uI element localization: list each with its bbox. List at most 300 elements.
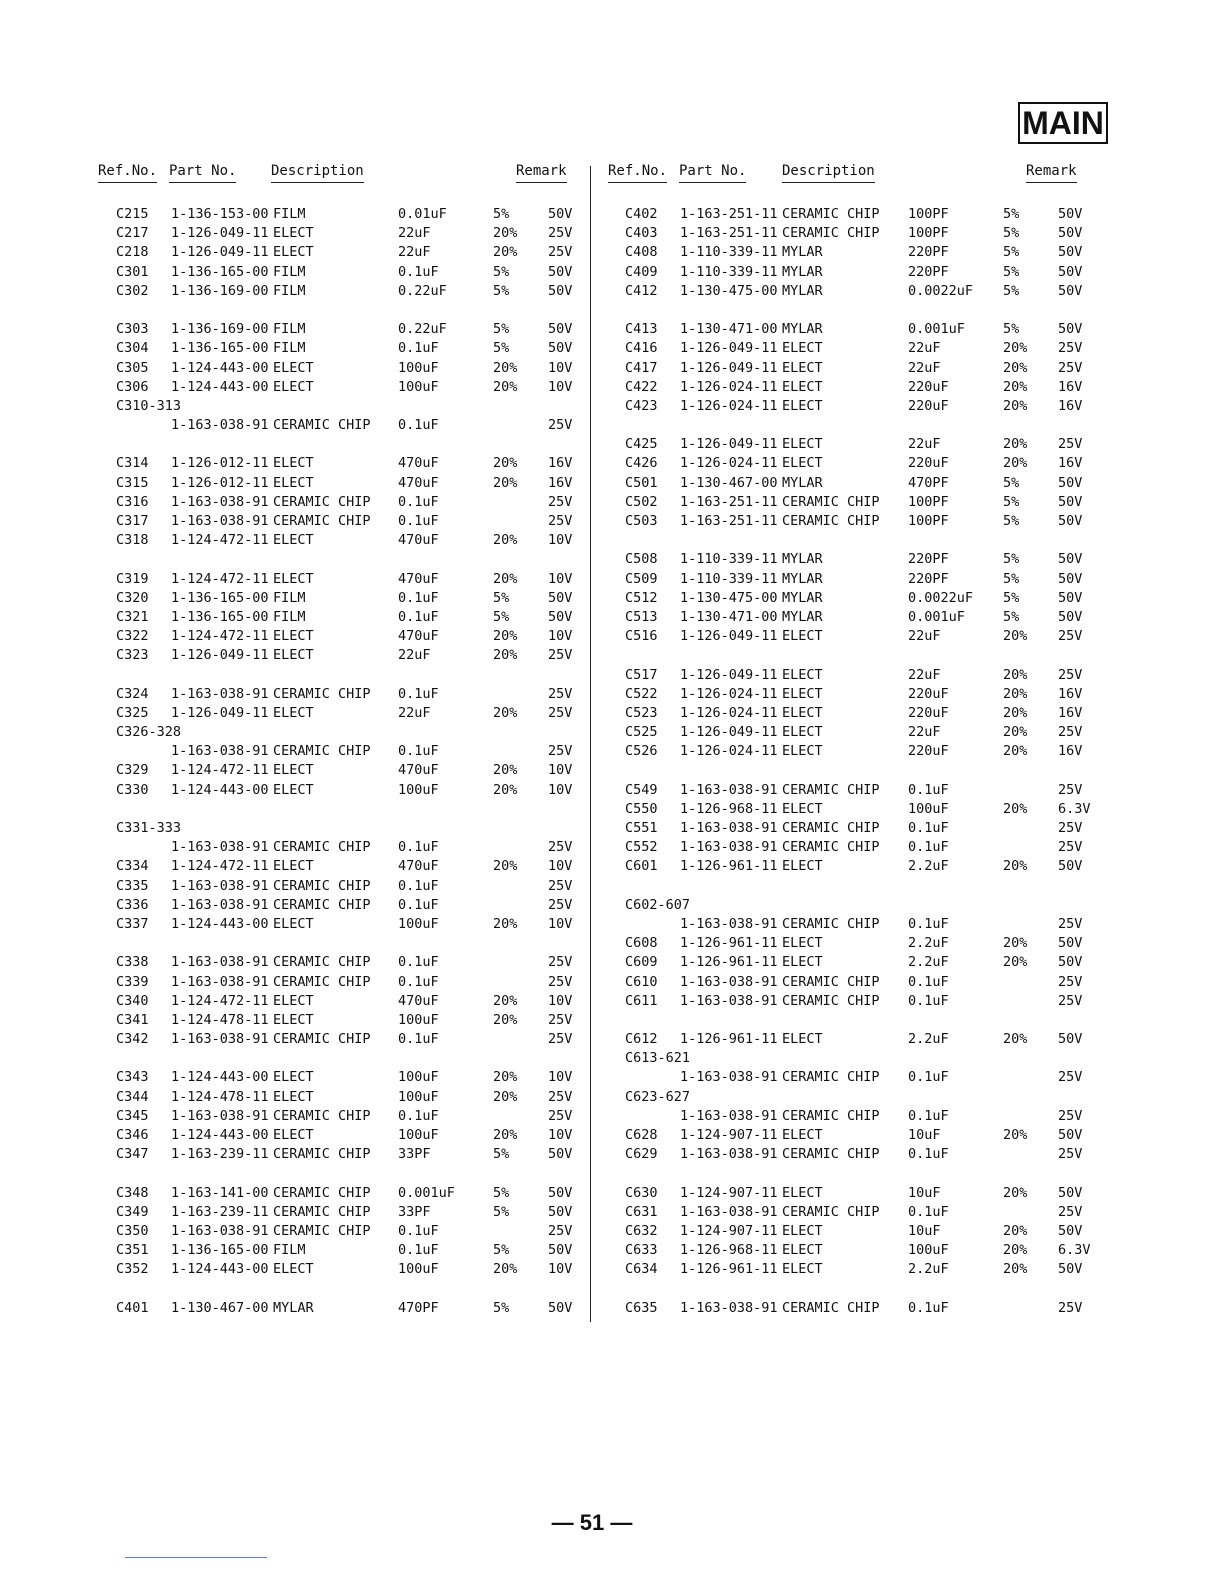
cell-value: 470uF: [398, 992, 439, 1009]
table-row: [98, 378, 578, 397]
cell-description: ELECT: [782, 455, 823, 472]
cell-ref-no: C318: [116, 532, 149, 549]
cell-description: CERAMIC CHIP: [782, 839, 880, 856]
table-row: [98, 1203, 578, 1222]
table-row: [98, 857, 578, 876]
cell-ref-no: C323: [116, 647, 149, 664]
cell-description: FILM: [273, 263, 306, 280]
cell-ref-no: C321: [116, 608, 149, 625]
table-row: [98, 1260, 578, 1279]
cell-value: 100uF: [398, 1069, 439, 1086]
cell-value: 0.1uF: [398, 954, 439, 971]
cell-description: CERAMIC CHIP: [273, 839, 371, 856]
cell-description: ELECT: [782, 724, 823, 741]
table-row: [98, 243, 578, 262]
cell-voltage: 50V: [548, 608, 573, 625]
cell-part-no: 1-130-475-00: [680, 282, 778, 299]
cell-ref-no: C342: [116, 1031, 149, 1048]
cell-description: ELECT: [782, 704, 823, 721]
cell-ref-no: C301: [116, 263, 149, 280]
cell-description: ELECT: [782, 685, 823, 702]
header-remark: Remark: [1026, 163, 1077, 183]
cell-value: 0.0022uF: [908, 282, 974, 299]
cell-ref-no: C349: [116, 1203, 149, 1220]
cell-value: 2.2uF: [908, 1031, 949, 1048]
cell-part-no: 1-126-024-11: [680, 704, 778, 721]
cell-description: CERAMIC CHIP: [782, 206, 880, 222]
cell-value: 0.1uF: [908, 839, 949, 856]
cell-part-no: 1-163-038-91: [680, 1203, 778, 1220]
cell-voltage: 50V: [1058, 282, 1083, 299]
table-row: [98, 454, 578, 473]
cell-part-no: 1-110-339-11: [680, 570, 778, 587]
cell-voltage: 50V: [1058, 1031, 1083, 1048]
cell-ref-no: C509: [625, 570, 658, 587]
cell-part-no: 1-163-038-91: [171, 1031, 269, 1048]
table-row: [608, 397, 1098, 416]
table-row: [98, 953, 578, 972]
cell-part-no: 1-126-961-11: [680, 858, 778, 875]
table-row: [98, 1107, 578, 1126]
cell-ref-no: C602-607: [625, 896, 691, 913]
cell-value: 100uF: [398, 781, 439, 798]
cell-tolerance: 20%: [1003, 378, 1028, 395]
cell-description: MYLAR: [782, 282, 823, 299]
cell-voltage: 25V: [548, 704, 573, 721]
table-row: [98, 1126, 578, 1145]
cell-value: 100uF: [398, 915, 439, 932]
group-spacer: [98, 435, 578, 454]
table-row: [608, 339, 1098, 358]
cell-part-no: 1-163-239-11: [171, 1203, 269, 1220]
cell-value: 22uF: [908, 436, 941, 453]
cell-value: 220uF: [908, 743, 949, 760]
cell-tolerance: 5%: [493, 589, 510, 606]
cell-voltage: 16V: [1058, 455, 1083, 472]
table-row: [98, 819, 578, 838]
cell-value: 0.1uF: [908, 781, 949, 798]
cell-ref-no: C335: [116, 877, 149, 894]
cell-value: 0.1uF: [398, 973, 439, 990]
footer-rule: [125, 1557, 267, 1558]
cell-tolerance: 20%: [493, 781, 518, 798]
cell-voltage: 25V: [1058, 1069, 1083, 1086]
table-row: [98, 320, 578, 339]
cell-value: 220PF: [908, 570, 949, 587]
cell-part-no: 1-124-472-11: [171, 628, 269, 645]
cell-tolerance: 20%: [1003, 685, 1028, 702]
table-row: [98, 570, 578, 589]
cell-part-no: 1-124-472-11: [171, 570, 269, 587]
table-row: [98, 512, 578, 531]
table-row: [98, 493, 578, 512]
cell-description: CERAMIC CHIP: [782, 1146, 880, 1163]
cell-ref-no: C303: [116, 321, 149, 338]
header-part-no: Part No.: [169, 163, 236, 183]
cell-description: CERAMIC CHIP: [273, 973, 371, 990]
cell-description: CERAMIC CHIP: [273, 877, 371, 894]
cell-value: 220uF: [908, 455, 949, 472]
cell-ref-no: C525: [625, 724, 658, 741]
cell-part-no: 1-126-049-11: [680, 436, 778, 453]
cell-description: CERAMIC CHIP: [273, 896, 371, 913]
table-row: [608, 359, 1098, 378]
cell-value: 0.1uF: [398, 340, 439, 357]
cell-voltage: 16V: [1058, 397, 1083, 414]
cell-ref-no: C508: [625, 551, 658, 568]
cell-part-no: 1-163-038-91: [171, 1107, 269, 1124]
table-row: [98, 627, 578, 646]
cell-ref-no: C348: [116, 1184, 149, 1201]
cell-voltage: 50V: [548, 1184, 573, 1201]
cell-tolerance: 20%: [1003, 340, 1028, 357]
table-row: [98, 416, 578, 435]
table-row: [608, 550, 1098, 569]
cell-value: 22uF: [398, 244, 431, 261]
cell-part-no: 1-124-443-00: [171, 915, 269, 932]
cell-part-no: 1-124-472-11: [171, 858, 269, 875]
cell-description: ELECT: [782, 1261, 823, 1278]
cell-tolerance: 20%: [1003, 954, 1028, 971]
cell-value: 0.1uF: [398, 417, 439, 434]
cell-ref-no: C549: [625, 781, 658, 798]
cell-part-no: 1-126-968-11: [680, 1242, 778, 1259]
cell-part-no: 1-124-907-11: [680, 1184, 778, 1201]
cell-description: FILM: [273, 340, 306, 357]
cell-tolerance: 5%: [493, 206, 510, 222]
cell-part-no: 1-163-038-91: [171, 877, 269, 894]
cell-ref-no: C613-621: [625, 1050, 691, 1067]
group-spacer: [98, 666, 578, 685]
cell-description: CERAMIC CHIP: [273, 954, 371, 971]
cell-value: 22uF: [908, 666, 941, 683]
cell-voltage: 10V: [548, 915, 573, 932]
cell-part-no: 1-126-961-11: [680, 935, 778, 952]
cell-value: 470PF: [908, 474, 949, 491]
table-row: [608, 263, 1098, 282]
cell-tolerance: 20%: [1003, 743, 1028, 760]
cell-description: FILM: [273, 1242, 306, 1259]
cell-description: CERAMIC CHIP: [782, 992, 880, 1009]
group-spacer: [608, 301, 1098, 320]
cell-tolerance: 20%: [493, 455, 518, 472]
table-row: [608, 570, 1098, 589]
cell-value: 220PF: [908, 551, 949, 568]
cell-description: CERAMIC CHIP: [782, 820, 880, 836]
cell-ref-no: C306: [116, 378, 149, 395]
cell-part-no: 1-136-165-00: [171, 608, 269, 625]
cell-part-no: 1-130-471-00: [680, 321, 778, 338]
table-row: [608, 1184, 1098, 1203]
cell-part-no: 1-124-472-11: [171, 992, 269, 1009]
cell-ref-no: C601: [625, 858, 658, 875]
cell-tolerance: 5%: [493, 282, 510, 299]
table-row: [608, 934, 1098, 953]
cell-tolerance: 20%: [493, 992, 518, 1009]
cell-ref-no: C330: [116, 781, 149, 798]
cell-part-no: 1-124-478-11: [171, 1011, 269, 1028]
cell-part-no: 1-163-038-91: [680, 820, 778, 836]
cell-tolerance: 5%: [1003, 551, 1020, 568]
cell-voltage: 50V: [548, 589, 573, 606]
cell-voltage: 50V: [548, 1299, 573, 1316]
table-row: [608, 1126, 1098, 1145]
cell-ref-no: C329: [116, 762, 149, 779]
cell-value: 100PF: [908, 513, 949, 529]
table-row: [98, 1299, 578, 1318]
cell-part-no: 1-163-038-91: [171, 973, 269, 990]
table-row: [608, 1299, 1098, 1318]
cell-voltage: 25V: [1058, 973, 1083, 990]
cell-voltage: 50V: [1058, 513, 1083, 529]
cell-description: ELECT: [273, 570, 314, 587]
table-row: [98, 992, 578, 1011]
cell-description: CERAMIC CHIP: [273, 685, 371, 702]
cell-description: MYLAR: [273, 1299, 314, 1316]
table-row: [608, 589, 1098, 608]
parts-list-left: [98, 205, 578, 1318]
cell-part-no: 1-163-038-91: [680, 1299, 778, 1316]
cell-part-no: 1-124-478-11: [171, 1088, 269, 1105]
cell-value: 0.1uF: [908, 1146, 949, 1163]
cell-part-no: 1-126-024-11: [680, 455, 778, 472]
cell-voltage: 50V: [1058, 551, 1083, 568]
column-header: [98, 163, 578, 191]
cell-voltage: 25V: [1058, 628, 1083, 645]
cell-part-no: 1-130-467-00: [680, 474, 778, 491]
table-row: [98, 646, 578, 665]
cell-part-no: 1-124-472-11: [171, 532, 269, 549]
cell-part-no: 1-126-012-11: [171, 474, 269, 491]
table-row: [608, 704, 1098, 723]
cell-ref-no: C347: [116, 1146, 149, 1163]
table-row: [98, 263, 578, 282]
cell-value: 0.1uF: [908, 1203, 949, 1220]
cell-value: 100PF: [908, 493, 949, 510]
table-row: [98, 589, 578, 608]
header-part-no: Part No.: [679, 163, 746, 183]
cell-description: ELECT: [273, 781, 314, 798]
table-row: [98, 339, 578, 358]
cell-voltage: 50V: [1058, 1184, 1083, 1201]
cell-part-no: 1-126-049-11: [680, 666, 778, 683]
cell-ref-no: C550: [625, 800, 658, 817]
cell-tolerance: 20%: [1003, 455, 1028, 472]
table-row: [608, 992, 1098, 1011]
cell-part-no: 1-163-038-91: [680, 839, 778, 856]
cell-part-no: 1-163-038-91: [171, 493, 269, 510]
cell-ref-no: C305: [116, 359, 149, 376]
cell-ref-no: C344: [116, 1088, 149, 1105]
cell-part-no: 1-136-165-00: [171, 1242, 269, 1259]
cell-part-no: 1-163-038-91: [171, 839, 269, 856]
cell-tolerance: 20%: [1003, 1261, 1028, 1278]
table-row: [98, 973, 578, 992]
table-row: [608, 282, 1098, 301]
table-row: [98, 474, 578, 493]
cell-voltage: 10V: [548, 378, 573, 395]
table-row: [608, 454, 1098, 473]
cell-voltage: 25V: [1058, 1146, 1083, 1163]
cell-value: 22uF: [398, 704, 431, 721]
cell-value: 470uF: [398, 570, 439, 587]
cell-ref-no: C611: [625, 992, 658, 1009]
table-row: [98, 915, 578, 934]
cell-ref-no: C412: [625, 282, 658, 299]
cell-tolerance: 20%: [1003, 1184, 1028, 1201]
cell-part-no: 1-126-968-11: [680, 800, 778, 817]
cell-ref-no: C319: [116, 570, 149, 587]
cell-value: 0.1uF: [398, 1242, 439, 1259]
cell-ref-no: C322: [116, 628, 149, 645]
cell-part-no: 1-124-443-00: [171, 359, 269, 376]
cell-voltage: 25V: [548, 513, 573, 529]
cell-part-no: 1-124-443-00: [171, 781, 269, 798]
cell-description: ELECT: [273, 992, 314, 1009]
cell-description: CERAMIC CHIP: [273, 493, 371, 510]
cell-tolerance: 20%: [1003, 436, 1028, 453]
cell-description: MYLAR: [782, 570, 823, 587]
cell-value: 0.1uF: [908, 1299, 949, 1316]
cell-voltage: 25V: [548, 973, 573, 990]
cell-ref-no: C346: [116, 1127, 149, 1143]
cell-description: CERAMIC CHIP: [782, 1069, 880, 1086]
cell-description: FILM: [273, 321, 306, 338]
cell-ref-no: C609: [625, 954, 658, 971]
cell-value: 2.2uF: [908, 858, 949, 875]
cell-value: 0.1uF: [398, 877, 439, 894]
cell-tolerance: 20%: [493, 474, 518, 491]
cell-part-no: 1-163-038-91: [171, 954, 269, 971]
cell-description: ELECT: [273, 762, 314, 779]
cell-tolerance: 20%: [493, 1127, 518, 1143]
cell-tolerance: 5%: [493, 1242, 510, 1259]
table-row: [608, 224, 1098, 243]
cell-ref-no: C338: [116, 954, 149, 971]
cell-voltage: 50V: [548, 1146, 573, 1163]
cell-description: ELECT: [782, 340, 823, 357]
column-divider: [590, 166, 591, 1322]
cell-ref-no: C409: [625, 263, 658, 280]
cell-description: ELECT: [273, 1069, 314, 1086]
group-spacer: [608, 1011, 1098, 1030]
cell-voltage: 50V: [1058, 321, 1083, 338]
cell-ref-no: C340: [116, 992, 149, 1009]
cell-tolerance: 20%: [1003, 800, 1028, 817]
cell-ref-no: C403: [625, 225, 658, 242]
cell-part-no: 1-124-472-11: [171, 762, 269, 779]
table-row: [608, 685, 1098, 704]
cell-value: 22uF: [398, 647, 431, 664]
cell-tolerance: 5%: [493, 608, 510, 625]
cell-ref-no: C336: [116, 896, 149, 913]
cell-description: ELECT: [273, 378, 314, 395]
cell-tolerance: 20%: [493, 1261, 518, 1278]
cell-part-no: 1-163-038-91: [680, 915, 778, 932]
cell-part-no: 1-126-049-11: [171, 225, 269, 242]
cell-part-no: 1-124-443-00: [171, 1069, 269, 1086]
cell-voltage: 16V: [1058, 685, 1083, 702]
cell-tolerance: 20%: [1003, 359, 1028, 376]
cell-ref-no: C351: [116, 1242, 149, 1259]
cell-value: 100uF: [908, 1242, 949, 1259]
cell-value: 100uF: [398, 1261, 439, 1278]
cell-tolerance: 5%: [1003, 244, 1020, 261]
cell-ref-no: C345: [116, 1107, 149, 1124]
cell-ref-no: C316: [116, 493, 149, 510]
table-row: [98, 1241, 578, 1260]
cell-voltage: 25V: [548, 1031, 573, 1048]
cell-description: CERAMIC CHIP: [782, 1203, 880, 1220]
cell-description: ELECT: [782, 858, 823, 875]
table-row: [98, 359, 578, 378]
cell-description: ELECT: [273, 474, 314, 491]
table-row: [608, 953, 1098, 972]
cell-ref-no: C320: [116, 589, 149, 606]
group-spacer: [608, 1164, 1098, 1183]
cell-value: 0.1uF: [908, 1069, 949, 1086]
cell-value: 0.1uF: [398, 1107, 439, 1124]
cell-value: 0.001uF: [398, 1184, 455, 1201]
cell-description: CERAMIC CHIP: [273, 1146, 371, 1163]
cell-voltage: 25V: [548, 244, 573, 261]
cell-part-no: 1-163-038-91: [171, 685, 269, 702]
table-row: [608, 723, 1098, 742]
cell-description: FILM: [273, 589, 306, 606]
parts-column-right: [608, 163, 1098, 1318]
cell-part-no: 1-110-339-11: [680, 244, 778, 261]
table-row: [98, 1068, 578, 1087]
table-row: [98, 1030, 578, 1049]
table-row: [608, 781, 1098, 800]
cell-value: 0.001uF: [908, 608, 965, 625]
cell-part-no: 1-110-339-11: [680, 551, 778, 568]
cell-value: 0.1uF: [398, 493, 439, 510]
cell-description: ELECT: [273, 1088, 314, 1105]
cell-voltage: 25V: [548, 896, 573, 913]
table-row: [98, 838, 578, 857]
group-spacer: [98, 550, 578, 569]
cell-part-no: 1-126-049-11: [171, 244, 269, 261]
header-description: Description: [271, 163, 364, 183]
cell-description: ELECT: [273, 244, 314, 261]
cell-ref-no: C218: [116, 244, 149, 261]
cell-description: ELECT: [273, 628, 314, 645]
cell-voltage: 10V: [548, 992, 573, 1009]
table-row: [608, 800, 1098, 819]
table-row: [608, 1068, 1098, 1087]
cell-tolerance: 5%: [493, 1146, 510, 1163]
cell-part-no: 1-136-165-00: [171, 263, 269, 280]
table-row: [98, 761, 578, 780]
cell-value: 470uF: [398, 858, 439, 875]
cell-voltage: 10V: [548, 762, 573, 779]
table-row: [608, 320, 1098, 339]
cell-description: ELECT: [782, 1031, 823, 1048]
cell-part-no: 1-126-049-11: [171, 704, 269, 721]
cell-value: 470uF: [398, 762, 439, 779]
cell-value: 0.0022uF: [908, 589, 974, 606]
cell-ref-no: C325: [116, 704, 149, 721]
cell-voltage: 50V: [1058, 589, 1083, 606]
cell-voltage: 25V: [1058, 724, 1083, 741]
cell-ref-no: C523: [625, 704, 658, 721]
cell-tolerance: 5%: [493, 321, 510, 338]
cell-description: FILM: [273, 282, 306, 299]
cell-ref-no: C304: [116, 340, 149, 357]
cell-tolerance: 5%: [1003, 513, 1020, 529]
table-row: [98, 704, 578, 723]
